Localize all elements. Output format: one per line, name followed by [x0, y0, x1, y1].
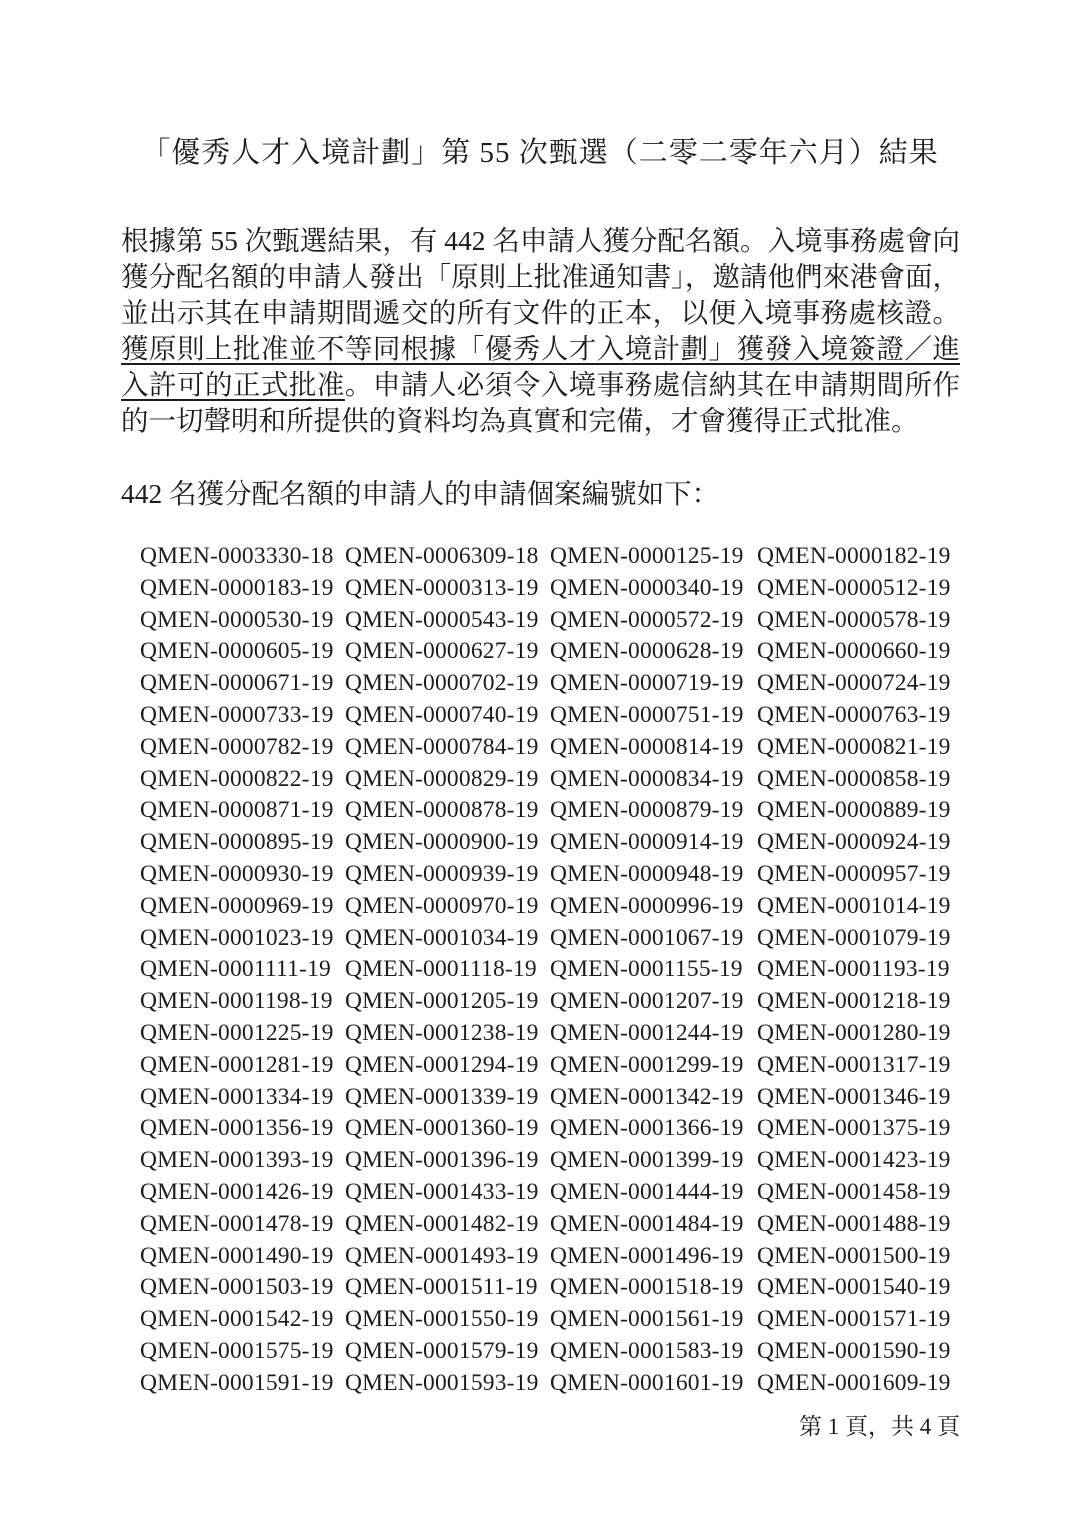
case-number-cell: QMEN-0001590-19 — [757, 1337, 951, 1364]
case-number-cell: QMEN-0001488-19 — [757, 1210, 951, 1237]
case-number-cell: QMEN-0001575-19 — [140, 1337, 334, 1364]
case-number-cell: QMEN-0001496-19 — [550, 1242, 744, 1269]
case-number-cell: QMEN-0001218-19 — [757, 988, 951, 1015]
case-number-cell: QMEN-0001593-19 — [345, 1369, 539, 1396]
case-number-cell: QMEN-0001079-19 — [757, 924, 951, 951]
case-number-cell: QMEN-0000782-19 — [140, 733, 334, 760]
case-number-cell: QMEN-0001493-19 — [345, 1242, 539, 1269]
case-number-cell: QMEN-0000724-19 — [757, 670, 951, 697]
case-number-cell: QMEN-0000740-19 — [345, 701, 539, 728]
case-number-cell: QMEN-0000733-19 — [140, 701, 334, 728]
case-number-cell: QMEN-0000948-19 — [550, 860, 744, 887]
case-number-cell: QMEN-0000970-19 — [345, 892, 539, 919]
page-title: 「優秀人才入境計劃」第 55 次甄選（二零二零年六月）結果 — [141, 137, 939, 169]
case-number-cell: QMEN-0001591-19 — [140, 1369, 334, 1396]
case-number-cell: QMEN-0001339-19 — [345, 1083, 539, 1110]
paragraph-text-before-underline: 根據第 55 次甄選結果，有 442 名申請人獲分配名額。入境事務處會向獲分配名額的申請人發出「原則上批准通知書」，邀請他們來港會面，並出示其在申請期間遞交的所有文件的正本，以便入境事務處核證。 — [121, 225, 960, 328]
case-number-cell: QMEN-0000313-19 — [345, 574, 539, 601]
case-number-cell: QMEN-0006309-18 — [345, 543, 539, 569]
case-number-cell: QMEN-0001601-19 — [550, 1369, 744, 1396]
case-number-cell: QMEN-0000530-19 — [140, 606, 334, 633]
case-number-cell: QMEN-0000822-19 — [140, 765, 334, 792]
case-number-cell: QMEN-0001561-19 — [550, 1306, 744, 1333]
case-number-cell: QMEN-0001346-19 — [757, 1083, 951, 1110]
case-number-cell: QMEN-0000340-19 — [550, 574, 744, 601]
case-number-cell: QMEN-0001280-19 — [757, 1019, 951, 1046]
page-number-indicator: 第 1 頁，共 4 頁 — [799, 1414, 960, 1439]
case-number-cell: QMEN-0000751-19 — [550, 701, 744, 728]
case-number-cell: QMEN-0001433-19 — [345, 1178, 539, 1205]
case-number-cell: QMEN-0001356-19 — [140, 1115, 334, 1142]
case-number-table — [140, 541, 1080, 1400]
case-number-cell: QMEN-0001503-19 — [140, 1274, 334, 1301]
case-number-cell: QMEN-0001393-19 — [140, 1147, 334, 1174]
case-number-cell: QMEN-0001034-19 — [345, 924, 539, 951]
case-number-cell: QMEN-0001609-19 — [757, 1369, 951, 1396]
case-number-cell: QMEN-0001198-19 — [140, 988, 333, 1015]
case-number-cell: QMEN-0001482-19 — [345, 1210, 539, 1237]
case-number-cell: QMEN-0003330-18 — [140, 543, 334, 569]
case-number-cell: QMEN-0000924-19 — [757, 829, 951, 856]
case-number-cell: QMEN-0000939-19 — [345, 860, 539, 887]
paragraph-text-after-underline: 。申請人必須令入境事務處信納其在申請期間所作的一切聲明和所提供的資料均為真實和完備，才會獲得正式批准。 — [121, 369, 961, 436]
case-number-cell: QMEN-0000784-19 — [345, 733, 539, 760]
case-number-cell: QMEN-0001155-19 — [550, 956, 743, 983]
case-number-cell: QMEN-0001375-19 — [757, 1115, 951, 1142]
case-number-cell: QMEN-0001342-19 — [550, 1083, 744, 1110]
case-number-cell: QMEN-0000671-19 — [140, 670, 334, 697]
case-number-cell: QMEN-0000821-19 — [757, 733, 951, 760]
case-number-cell: QMEN-0001225-19 — [140, 1019, 334, 1046]
case-number-cell: QMEN-0001458-19 — [757, 1178, 951, 1205]
case-number-cell: QMEN-0000996-19 — [550, 892, 744, 919]
case-number-cell: QMEN-0000889-19 — [757, 797, 951, 824]
case-number-cell: QMEN-0001244-19 — [550, 1019, 744, 1046]
case-number-cell: QMEN-0000572-19 — [550, 606, 744, 633]
case-number-cell: QMEN-0001540-19 — [757, 1274, 951, 1301]
paragraph-underlined-text: 獲原則上批准並不等同根據「優秀人才入境計劃」獲發入境簽證／進入許可的正式批准 — [121, 333, 960, 400]
case-number-cell: QMEN-0000930-19 — [140, 860, 334, 887]
case-number-cell: QMEN-0001281-19 — [140, 1051, 334, 1078]
case-number-cell: QMEN-0001484-19 — [550, 1210, 744, 1237]
case-number-cell: QMEN-0000829-19 — [345, 765, 539, 792]
case-number-cell: QMEN-0000900-19 — [345, 829, 539, 856]
case-number-cell: QMEN-0001014-19 — [757, 892, 951, 919]
case-number-cell: QMEN-0001579-19 — [345, 1337, 539, 1364]
case-number-cell: QMEN-0001205-19 — [345, 988, 539, 1015]
case-number-cell: QMEN-0000702-19 — [345, 670, 539, 697]
case-number-cell: QMEN-0001478-19 — [140, 1210, 334, 1237]
case-number-cell: QMEN-0001490-19 — [140, 1242, 334, 1269]
case-number-cell: QMEN-0000858-19 — [757, 765, 951, 792]
case-number-cell: QMEN-0000605-19 — [140, 638, 334, 665]
case-number-cell: QMEN-0000969-19 — [140, 892, 334, 919]
case-number-cell: QMEN-0001583-19 — [550, 1337, 744, 1364]
case-number-cell: QMEN-0001550-19 — [345, 1306, 539, 1333]
case-number-cell: QMEN-0001111-19 — [140, 956, 331, 983]
case-number-cell: QMEN-0001334-19 — [140, 1083, 334, 1110]
case-number-cell: QMEN-0001067-19 — [550, 924, 744, 951]
body-paragraph — [121, 223, 960, 439]
case-number-cell: QMEN-0001423-19 — [757, 1147, 951, 1174]
case-number-cell: QMEN-0000578-19 — [757, 606, 951, 633]
case-number-cell: QMEN-0001396-19 — [345, 1147, 539, 1174]
case-number-cell: QMEN-0001366-19 — [550, 1115, 744, 1142]
case-number-cell: QMEN-0000895-19 — [140, 829, 334, 856]
case-list-intro: 442 名獲分配名額的申請人的申請個案編號如下： — [121, 478, 720, 509]
case-number-cell: QMEN-0001023-19 — [140, 924, 334, 951]
case-number-cell: QMEN-0000763-19 — [757, 701, 951, 728]
case-number-cell: QMEN-0000627-19 — [345, 638, 539, 665]
case-number-cell: QMEN-0001399-19 — [550, 1147, 744, 1174]
case-number-cell: QMEN-0001360-19 — [345, 1115, 539, 1142]
case-number-cell: QMEN-0001500-19 — [757, 1242, 951, 1269]
case-number-cell: QMEN-0000957-19 — [757, 860, 951, 887]
case-number-cell: QMEN-0001238-19 — [345, 1019, 539, 1046]
case-number-cell: QMEN-0000879-19 — [550, 797, 744, 824]
case-number-cell: QMEN-0000878-19 — [345, 797, 539, 824]
case-number-cell: QMEN-0000871-19 — [140, 797, 334, 824]
case-number-cell: QMEN-0001426-19 — [140, 1178, 334, 1205]
case-number-cell: QMEN-0001118-19 — [345, 956, 537, 983]
case-number-cell: QMEN-0001317-19 — [757, 1051, 951, 1078]
case-number-cell: QMEN-0001444-19 — [550, 1178, 744, 1205]
case-number-cell: QMEN-0000125-19 — [550, 543, 744, 569]
case-number-cell: QMEN-0000512-19 — [757, 574, 951, 601]
case-number-cell: QMEN-0000543-19 — [345, 606, 539, 633]
case-number-cell: QMEN-0001207-19 — [550, 988, 744, 1015]
case-number-cell: QMEN-0000660-19 — [757, 638, 951, 665]
case-number-cell: QMEN-0000183-19 — [140, 574, 334, 601]
case-number-cell: QMEN-0001511-19 — [345, 1274, 538, 1301]
case-number-cell: QMEN-0000914-19 — [550, 829, 744, 856]
case-number-cell: QMEN-0000182-19 — [757, 543, 951, 569]
case-number-cell: QMEN-0001518-19 — [550, 1274, 744, 1301]
case-number-cell: QMEN-0000628-19 — [550, 638, 744, 665]
case-number-cell: QMEN-0001294-19 — [345, 1051, 539, 1078]
case-number-cell: QMEN-0000719-19 — [550, 670, 744, 697]
case-number-cell: QMEN-0001193-19 — [757, 956, 950, 983]
case-number-cell: QMEN-0001571-19 — [757, 1306, 951, 1333]
case-number-cell: QMEN-0000814-19 — [550, 733, 744, 760]
case-number-cell: QMEN-0001542-19 — [140, 1306, 334, 1333]
case-number-cell: QMEN-0000834-19 — [550, 765, 744, 792]
case-number-cell: QMEN-0001299-19 — [550, 1051, 744, 1078]
